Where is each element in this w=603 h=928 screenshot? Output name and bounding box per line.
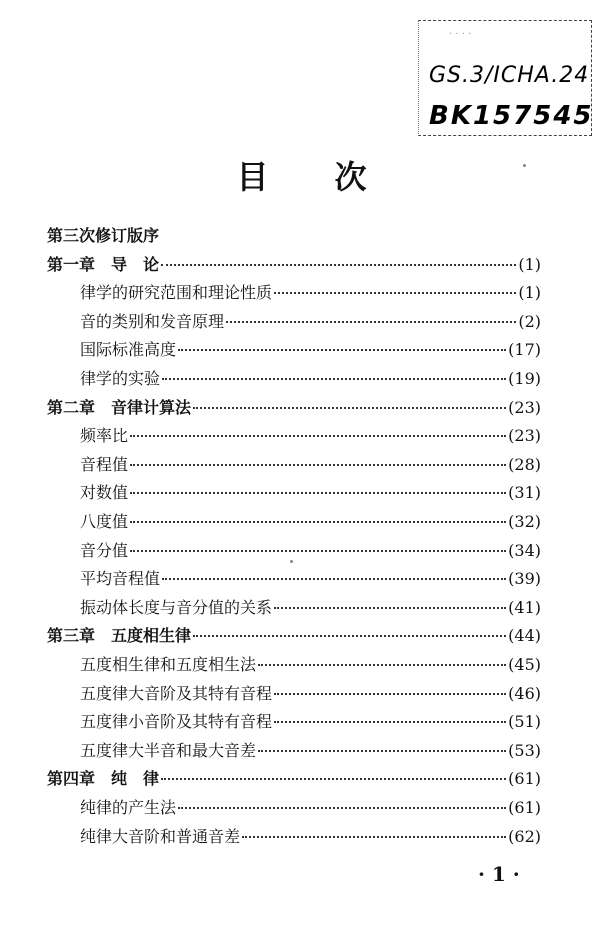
toc-entry-page: (2) xyxy=(518,312,541,331)
toc-entry-page: (39) xyxy=(508,569,541,588)
toc-entry-label: 五度相生律和五度相生法 xyxy=(80,655,257,674)
toc-section-entry[interactable] xyxy=(80,652,541,678)
title-right: 次 xyxy=(334,158,367,196)
toc-entry-page: (28) xyxy=(508,455,541,474)
dot-leader xyxy=(162,578,506,580)
toc-entry-page: (46) xyxy=(508,684,541,703)
scan-speck xyxy=(523,164,526,167)
dot-leader xyxy=(193,407,506,409)
toc-entry-page: (45) xyxy=(508,655,541,674)
dot-leader xyxy=(130,550,506,552)
toc-entry-label: 纯律大音阶和普通音差 xyxy=(80,827,241,846)
toc-entry-page: (61) xyxy=(508,798,541,817)
toc-entry-page: (44) xyxy=(508,626,541,645)
title-left: 目 xyxy=(236,158,269,196)
dot-leader xyxy=(258,750,506,752)
toc-entry-label: 国际标准高度 xyxy=(80,340,177,359)
toc-entry-page: (23) xyxy=(508,426,541,445)
toc-chapter-entry[interactable] xyxy=(47,623,541,649)
toc-section-entry[interactable] xyxy=(80,280,541,306)
toc-section-entry[interactable] xyxy=(80,538,541,564)
dot-leader xyxy=(274,607,506,609)
toc-entry-page: (61) xyxy=(508,769,541,788)
dot-leader xyxy=(258,664,506,666)
toc-entry-page: (51) xyxy=(508,712,541,731)
dot-leader xyxy=(226,321,516,323)
dot-leader xyxy=(162,378,506,380)
toc-entry-page: (23) xyxy=(508,398,541,417)
toc-section-entry[interactable] xyxy=(80,681,541,707)
toc-section-entry[interactable] xyxy=(80,452,541,478)
toc-section-entry[interactable] xyxy=(80,595,541,621)
dot-leader xyxy=(274,693,506,695)
dot-leader xyxy=(274,721,506,723)
toc-entry-page: (41) xyxy=(508,598,541,617)
toc-entry-label: 对数值 xyxy=(80,483,129,502)
toc-section-entry[interactable] xyxy=(80,824,541,850)
toc-section-entry[interactable] xyxy=(80,423,541,449)
scan-speck xyxy=(290,560,293,563)
toc-section-entry[interactable] xyxy=(80,566,541,592)
toc-entry-page: (1) xyxy=(518,255,541,274)
toc-entry-label: 律学的实验 xyxy=(80,369,161,388)
toc-section-entry[interactable] xyxy=(80,738,541,764)
toc-entry-label: 第二章 音律计算法 xyxy=(47,398,192,417)
toc-entry-page: (1) xyxy=(518,283,541,302)
toc-entry-page: (34) xyxy=(508,541,541,560)
toc-entry-label: 第四章 纯 律 xyxy=(47,769,160,788)
toc-entry-label: 音分值 xyxy=(80,541,129,560)
toc-section-entry[interactable] xyxy=(80,480,541,506)
toc-section-entry[interactable] xyxy=(80,309,541,335)
toc-entry-page: (31) xyxy=(508,483,541,502)
toc-entry-page: (32) xyxy=(508,512,541,531)
toc-entry-label: 第一章 导 论 xyxy=(47,255,160,274)
toc-section-entry[interactable] xyxy=(80,337,541,363)
toc-entry-label: 纯律的产生法 xyxy=(80,798,177,817)
toc-entry-label: 五度律大音阶及其特有音程 xyxy=(80,684,273,703)
toc-section-entry[interactable] xyxy=(80,709,541,735)
toc-entry-label: 律学的研究范围和理论性质 xyxy=(80,283,273,302)
dot-leader xyxy=(161,778,506,780)
dot-leader xyxy=(130,492,506,494)
toc-entry-label: 音程值 xyxy=(80,455,129,474)
stamp-call-number: GS.3/ICHA.24 xyxy=(429,63,590,88)
toc-entry-label: 五度律大半音和最大音差 xyxy=(80,741,257,760)
dot-leader xyxy=(193,635,506,637)
toc-entry-label: 平均音程值 xyxy=(80,569,161,588)
toc-entry-page: (19) xyxy=(508,369,541,388)
toc-entry-label: 振动体长度与音分值的关系 xyxy=(80,598,273,617)
toc-entry-page: (62) xyxy=(508,827,541,846)
toc-entry-page: (53) xyxy=(508,741,541,760)
toc-entry-label: 五度律小音阶及其特有音程 xyxy=(80,712,273,731)
stamp-accession-number: BK157545 xyxy=(429,101,594,131)
toc-entry-label: 频率比 xyxy=(80,426,129,445)
dot-leader xyxy=(178,349,506,351)
page-number: · 1 · xyxy=(478,862,520,886)
toc-entry-label: 音的类别和发音原理 xyxy=(80,312,225,331)
toc-entry-label: 八度值 xyxy=(80,512,129,531)
dot-leader xyxy=(178,807,506,809)
dot-leader xyxy=(130,464,506,466)
toc-chapter-entry[interactable] xyxy=(47,252,541,278)
toc-section-entry[interactable] xyxy=(80,509,541,535)
toc-chapter-entry[interactable] xyxy=(47,395,541,421)
dot-leader xyxy=(274,292,516,294)
toc-chapter-entry[interactable] xyxy=(47,766,541,792)
library-stamp xyxy=(418,20,592,136)
toc-section-entry[interactable] xyxy=(80,795,541,821)
toc-section-entry[interactable] xyxy=(80,366,541,392)
toc-entry-page: (17) xyxy=(508,340,541,359)
page-title xyxy=(0,152,603,198)
dot-leader xyxy=(242,836,506,838)
toc-entry-label: 第三次修订版序 xyxy=(47,226,160,245)
toc-entry-label: 第三章 五度相生律 xyxy=(47,626,192,645)
stamp-faint-marks: · · · · xyxy=(449,29,472,40)
toc-chapter-entry[interactable] xyxy=(47,223,541,249)
dot-leader xyxy=(130,521,506,523)
dot-leader xyxy=(161,264,516,266)
dot-leader xyxy=(130,435,506,437)
